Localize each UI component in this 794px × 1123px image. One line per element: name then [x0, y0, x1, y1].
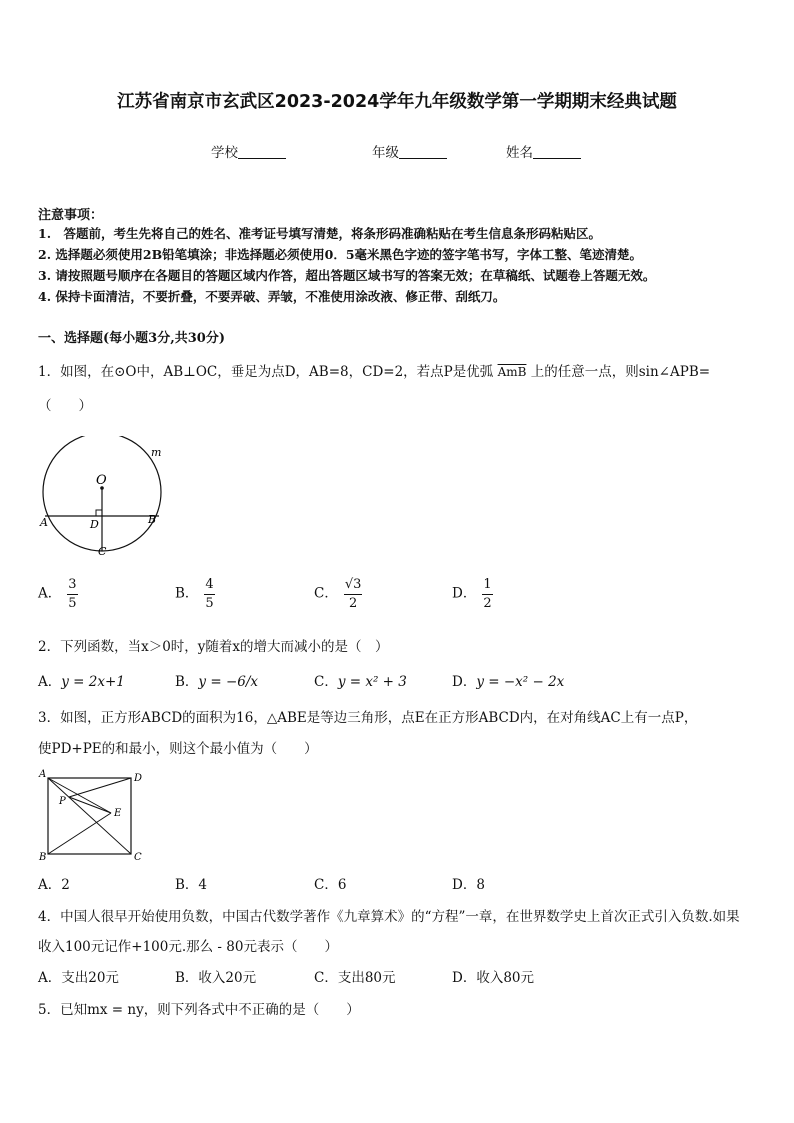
q1-option-a[interactable] [38, 577, 78, 611]
option-label: C． [314, 674, 338, 690]
school-field [211, 141, 286, 161]
notes-heading: 注意事项： [38, 208, 104, 223]
option-label: A． [38, 674, 62, 690]
q1-text [38, 360, 710, 380]
option-label: B． [175, 877, 199, 893]
option-label: D． [452, 970, 477, 986]
option-value: 支出80元 [337, 970, 396, 986]
q3-option-b[interactable] [175, 873, 207, 893]
q4-option-c[interactable] [314, 966, 396, 986]
label-d: D [90, 518, 99, 531]
label-b: B [148, 513, 157, 526]
q5-text: 5．已知mx = ny，则下列各式中不正确的是（ ） [38, 1002, 360, 1018]
option-value: 收入20元 [198, 970, 257, 986]
q1-arc-label: $\overline{AmB}$ [497, 365, 527, 379]
label-d: D [134, 773, 143, 784]
option-expression: y = −6/x [198, 674, 259, 690]
label-a: A [40, 516, 48, 529]
q3-option-c[interactable] [314, 873, 346, 893]
label-c: C [134, 852, 142, 862]
q1-circle-figure [36, 436, 176, 564]
option-label: C． [314, 585, 338, 602]
label-b: B [39, 852, 47, 862]
grade-field [372, 141, 447, 161]
option-value: 6 [337, 877, 347, 893]
name-label: 姓名 [506, 145, 533, 161]
label-c: C [98, 545, 107, 558]
option-expression: y = 2x+1 [61, 674, 125, 690]
option-label: A． [38, 877, 62, 893]
q4-option-a[interactable] [38, 966, 119, 986]
q1-option-c[interactable] [314, 577, 362, 611]
segment-be [48, 813, 111, 854]
note-item: 3. 请按照题号顺序在各题目的答题区域内作答，超出答题区域书写的答案无效；在草稿纸、试题卷上答题无效。 [38, 268, 656, 283]
q4-text-line1: 4．中国人很早开始使用负数，中国古代数学著作《九章算术》的“方程”一章，在世界数学史上首次正式引入负数.如果 [38, 909, 740, 925]
option-label: A． [38, 970, 62, 986]
q4-option-b[interactable] [175, 966, 256, 986]
q3-option-d[interactable] [452, 873, 485, 893]
option-value: 2 [61, 877, 70, 893]
q3-square-figure [36, 768, 148, 862]
note-item: 2. 选择题必须使用2B铅笔填涂；非选择题必须使用0．5毫米黑色字迹的签字笔书写，字体工整、笔迹清楚。 [38, 247, 643, 262]
option-expression: y = −x² − 2x [476, 674, 565, 690]
section-heading: 一、选择题(每小题3分,共30分) [38, 331, 225, 346]
q4-option-d[interactable] [452, 966, 534, 986]
label-e: E [114, 808, 122, 819]
fraction-denominator: 5 [68, 596, 77, 611]
right-angle-mark [96, 510, 102, 516]
label-p: P [59, 796, 66, 807]
school-label: 学校 [211, 145, 238, 161]
q3-text-line2: 使PD+PE的和最小，则这个最小值为（ ） [38, 741, 318, 757]
option-label: D． [452, 877, 477, 893]
fraction-denominator: 2 [483, 596, 492, 611]
option-label: D． [452, 585, 477, 602]
q2-option-c[interactable] [314, 670, 407, 690]
fraction-numerator: 3 [67, 577, 77, 595]
q4-text-line2: 收入100元记作+100元.那么 - 80元表示（ ） [38, 939, 338, 955]
school-blank [238, 146, 286, 159]
q3-text-line1: 3．如图，正方形ABCD的面积为16，△ABE是等边三角形，点E在正方形ABCD内，在对角线AC上有一点P， [38, 710, 698, 726]
q2-text: 2．下列函数，当x＞0时，y随着x的增大而减小的是（ ） [38, 639, 389, 655]
fraction-denominator: 5 [205, 596, 214, 611]
fraction-numerator: √3 [344, 577, 363, 595]
option-value: 支出20元 [61, 970, 119, 986]
label-o: O [96, 473, 107, 488]
q1-text-part1: 1．如图，在⊙O中，AB⊥OC，垂足为点D，AB=8，CD=2，若点P是优弧 [38, 364, 494, 380]
segment-ae [48, 778, 111, 813]
fraction-numerator: 1 [482, 577, 492, 595]
option-value: 8 [476, 877, 485, 893]
page-title: 江苏省南京市玄武区2023-2024学年九年级数学第一学期期末经典试题 [117, 92, 677, 112]
option-label: A． [38, 585, 62, 602]
option-label: C． [314, 970, 338, 986]
label-m: m [151, 446, 162, 459]
q3-option-a[interactable] [38, 873, 70, 893]
option-label: B． [175, 970, 199, 986]
fraction-numerator: 4 [204, 577, 214, 595]
q1-paren: （ ） [38, 398, 92, 414]
q1-text-part2: 上的任意一点，则sin∠APB= [530, 364, 711, 380]
label-a: A [39, 769, 47, 780]
note-item: 1. 答题前，考生先将自己的姓名、准考证号填写清楚，将条形码准确粘贴在考生信息条形码粘贴区。 [38, 226, 602, 241]
grade-blank [399, 146, 447, 159]
q2-option-a[interactable] [38, 670, 125, 690]
name-blank [533, 146, 581, 159]
option-label: D． [452, 674, 477, 690]
option-value: 4 [198, 877, 208, 893]
option-label: C． [314, 877, 338, 893]
fraction-denominator: 2 [348, 596, 358, 611]
option-label: B． [175, 585, 199, 602]
option-value: 收入80元 [476, 970, 535, 986]
q2-option-b[interactable] [175, 670, 258, 690]
q1-option-b[interactable] [175, 577, 215, 611]
option-label: B． [175, 674, 199, 690]
q1-option-d[interactable] [452, 577, 493, 611]
name-field [506, 141, 581, 161]
segment-pe [69, 797, 111, 813]
option-expression: y = x² + 3 [337, 674, 407, 690]
grade-label: 年级 [372, 145, 399, 161]
segment-pd [69, 778, 131, 797]
q2-option-d[interactable] [452, 670, 564, 690]
note-item: 4. 保持卡面清洁，不要折叠，不要弄破、弄皱，不准使用涂改液、修正带、刮纸刀。 [38, 289, 506, 304]
